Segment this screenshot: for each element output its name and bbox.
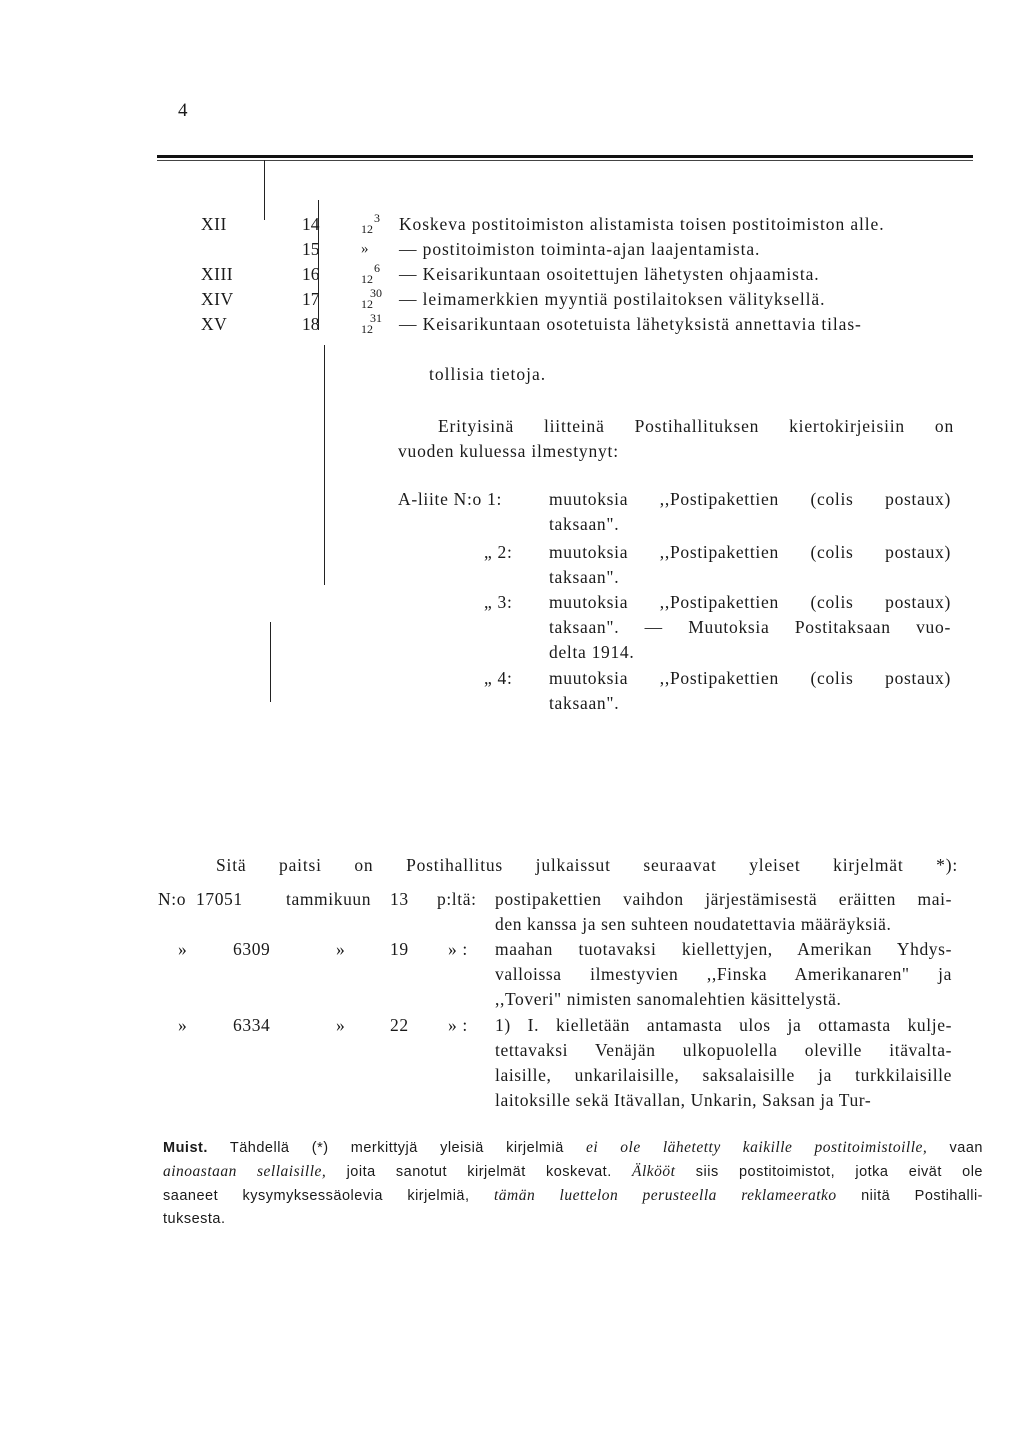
top-rule [157,155,973,158]
log-roman: XIV [201,289,234,309]
circular-number: 17051 [196,889,243,909]
appendix-label: „ 2: [484,542,513,562]
appendix-description [549,540,951,590]
log-row [201,262,961,286]
circular-day: 22 [390,1015,409,1035]
log-text: — Keisarikuntaan osoitettujen lähetysten ohjaamista. [399,264,820,284]
appendix-line: taksaan". [549,693,620,713]
page-number: 4 [178,100,188,121]
log-number: 17 [302,289,320,309]
appendix-label: A-liite N:o 1: [398,489,503,509]
appendix-line: delta 1914. [549,642,635,662]
log-number: 16 [302,264,320,284]
log-text: — postitoimiston toiminta-ajan laajentamista. [399,239,761,259]
footnote-text: Tähdellä (*) merkittyjä yleisiä kirjelmiä [229,1140,564,1156]
circular-line: tettavaksi Venäjän ulkopuolella oleville itävalta- [495,1040,952,1060]
circulars-intro: Sitä paitsi on Postihallitus julkaissut seuraavat yleiset kirjelmät *): [216,855,958,875]
appendix-line: muutoksia ,,Postipakettien (colis postaux) [549,592,951,612]
circular-description [495,1013,952,1113]
log-roman: XII [201,214,227,234]
log-row [201,312,961,336]
circular-line: den kanssa ja sen suhteen noudatettavia määräyksiä. [495,914,892,934]
footnote-emphasis: ainoastaan sellaisille, [163,1163,327,1180]
appendix-label: „ 3: [484,592,513,612]
footnote-text: tuksesta. [163,1211,226,1227]
appendix-intro [398,414,954,464]
appendix-line: taksaan". [549,567,620,587]
circular-suffix: p:ltä: [437,889,477,909]
appendix-description [549,590,951,665]
circular-line: laitoksille sekä Itävallan, Unkarin, Saksan ja Tur- [495,1090,872,1110]
circular-line: ,,Toveri" nimisten sanomalehtien käsittelystä. [495,989,842,1009]
appendix-label: „ 4: [484,668,513,688]
circular-month: » [336,1015,346,1035]
log-row [201,212,961,236]
circular-prefix: N:o [158,889,187,909]
log-date: 6 12 [361,261,380,286]
appendix-line: muutoksia ,,Postipakettien (colis postaux) [549,489,951,509]
circular-number: 6309 [233,939,271,959]
footnote [163,1136,983,1231]
circular-prefix: » [178,1015,188,1035]
intro-line: vuoden kuluessa ilmestynyt: [398,441,619,461]
column-divider [264,160,265,220]
circular-month: » [336,939,346,959]
circular-suffix: » : [448,1015,468,1035]
log-date: » [361,241,369,257]
circular-month: tammikuun [286,889,372,909]
footnote-line [163,1184,983,1208]
log-text: Koskeva postitoimiston alistamista toisen postitoimiston alle. [399,214,885,234]
log-number: 18 [302,314,320,334]
circular-prefix: » [178,939,188,959]
footnote-text: vaan [949,1140,983,1156]
circular-number: 6334 [233,1015,271,1035]
appendix-line: muutoksia ,,Postipakettien (colis postaux) [549,542,951,562]
circular-description [495,937,952,1012]
column-divider [270,622,271,702]
footnote-line [163,1160,983,1184]
footnote-text: joita sanotut kirjelmät koskevat. [346,1164,612,1180]
column-divider [324,345,325,585]
appendix-description [549,666,951,716]
footnote-line [163,1208,983,1231]
log-date: 30 12 [361,286,382,311]
top-rule-thin [157,160,973,161]
circular-line: maahan tuotavaksi kiellettyjen, Amerikan Yhdys- [495,939,952,959]
footnote-emphasis: ei ole lähetetty kaikille postitoimistoille, [586,1139,928,1156]
log-row [201,287,961,311]
log-text: — leimamerkkien myyntiä postilaitoksen välityksellä. [399,289,826,309]
appendix-line: taksaan". — Muutoksia Postitaksaan vuo- [549,617,951,637]
log-number: 14 [302,214,320,234]
circular-line: laisille, unkarilaisille, saksalaisille ja turkkilaisille [495,1065,952,1085]
footnote-emphasis: tämän luettelon perusteella reklameeratko [493,1187,837,1204]
footnote-text: siis postitoimistot, jotka eivät ole [695,1164,983,1180]
intro-line: Erityisinä liitteinä Postihallituksen kiertokirjeisiin on [438,416,954,436]
footnote-line [163,1136,983,1160]
log-text: — Keisarikuntaan osotetuista lähetyksistä annettavia tilas- [399,314,862,334]
circular-description [495,887,952,937]
circular-line: 1) I. kielletään antamasta ulos ja ottamasta kulje- [495,1015,952,1035]
log-roman: XV [201,314,228,334]
appendix-description [549,487,951,537]
log-roman: XIII [201,264,234,284]
log-number: 15 [302,239,320,259]
circular-day: 13 [390,889,409,909]
circular-line: postipakettien vaihdon järjestämisestä eräitten mai- [495,889,952,909]
appendix-line: taksaan". [549,514,620,534]
circular-suffix: » : [448,939,468,959]
footnote-text: niitä Postihalli- [861,1188,984,1204]
log-date: 3 12 [361,211,380,236]
log-continuation: tollisia tietoja. [429,364,547,384]
circular-day: 19 [390,939,409,959]
footnote-emphasis: Älkööt [632,1163,676,1180]
footnote-label: Muist. [163,1140,208,1156]
log-date: 31 12 [361,311,382,336]
appendix-line: muutoksia ,,Postipakettien (colis postaux) [549,668,951,688]
footnote-text: saaneet kysymyksessäolevia kirjelmiä, [163,1188,470,1204]
circular-line: valloissa ilmestyvien ,,Finska Amerikanaren" ja [495,964,952,984]
log-row [201,237,961,261]
